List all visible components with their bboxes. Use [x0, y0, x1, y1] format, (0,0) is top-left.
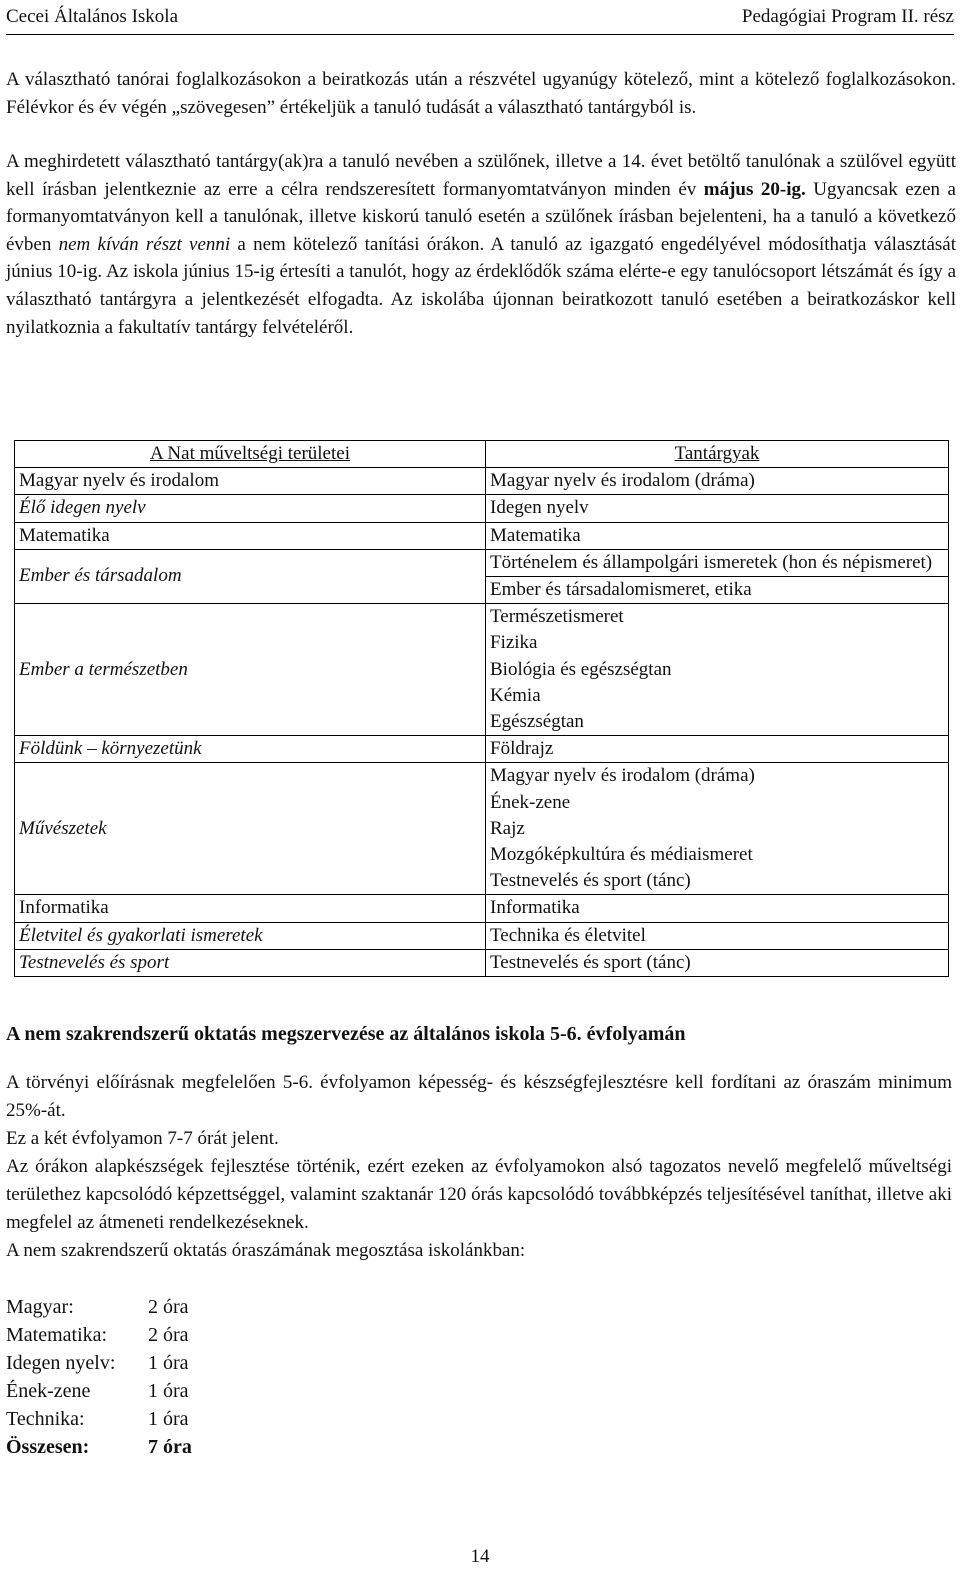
list-item [6, 1321, 306, 1349]
document-title: Pedagógiai Program II. rész [741, 6, 954, 27]
subject-item: Kémia [490, 684, 541, 706]
hours-value: 1 óra [148, 1380, 189, 1402]
hours-value: 2 óra [148, 1324, 189, 1346]
subjects-cell: Ember és társadalomismeret, etika [486, 577, 949, 604]
registration-text-e: a nem kötelező tanítási órákon. A tanuló az igazgató engedélyével módosíthatja választását június 10-ig. Az iskola június 15-ig értesíti a tanulót, hogy az érdeklődők száma elérte-e egy tanulócsoport létszámát és így a választható tantárgyra a jelentkezését elfogadta. Az iskolába újonnan beiratkozott tanuló esetében a beiratkozáskor kell nyilatkoznia a fakultatív tantárgy felvételéről. [6, 233, 956, 338]
body-line: A törvényi előírásnak megfelelően 5-6. évfolyamon képesség- és készségfejlesztésre kell fordítani az óraszám minimum 25%-át. [6, 1072, 952, 1121]
paragraph-registration [6, 148, 956, 341]
subjects-cell: Magyar nyelv és irodalom (dráma) [486, 468, 949, 495]
table-header-areas: A Nat műveltségi területei [15, 441, 486, 468]
area-cell: Magyar nyelv és irodalom [15, 468, 486, 495]
subject-item: Fizika [490, 632, 538, 654]
subject-item: Rajz [490, 817, 525, 839]
list-item [6, 1293, 306, 1321]
table-row [15, 763, 949, 895]
hours-value: 1 óra [148, 1408, 189, 1430]
area-cell: Élő idegen nyelv [15, 495, 486, 522]
list-item [6, 1349, 306, 1377]
subjects-cell: Földrajz [486, 736, 949, 763]
subjects-cell: Informatika [486, 895, 949, 922]
subject-item: Természetismeret [490, 606, 624, 628]
hours-label: Ének-zene [6, 1380, 91, 1402]
subjects-cell [486, 604, 949, 736]
hours-label: Magyar: [6, 1296, 74, 1318]
hours-label: Matematika: [6, 1324, 108, 1346]
subjects-cell: Testnevelés és sport (tánc) [486, 949, 949, 976]
subject-item: Mozgóképkultúra és médiaismeret [490, 844, 753, 866]
area-cell: Földünk – környezetünk [15, 736, 486, 763]
registration-deadline: május 20-ig. [703, 178, 806, 200]
area-cell: Matematika [15, 522, 486, 549]
subject-item: Egészségtan [490, 711, 584, 733]
table-row [15, 949, 949, 976]
subject-item: Ének-zene [490, 791, 571, 813]
list-item [6, 1405, 306, 1433]
page-number: 14 [470, 1546, 490, 1567]
table-row [15, 468, 949, 495]
subject-item: Biológia és egészségtan [490, 658, 672, 680]
curriculum-table [14, 440, 949, 977]
hours-label: Idegen nyelv: [6, 1352, 116, 1374]
hours-list [6, 1293, 306, 1461]
area-cell: Informatika [15, 895, 486, 922]
registration-optout: nem kíván részt venni [58, 233, 231, 255]
table-header-row [15, 441, 949, 468]
registration-text-a: A meghirdetett választható tantárgy(ak)ra a tanuló nevében a szülőnek, illetve a 14. évet betöltő tanulónak a szülővel együtt kell írásban jelentkeznie az erre a célra rendszeresített formanyomtatványon minden év [6, 151, 956, 200]
section-heading: A nem szakrendszerű oktatás megszervezése az általános iskola 5-6. évfolyamán [6, 1023, 686, 1045]
paragraph-elective-attendance: A választható tanórai foglalkozásokon a beiratkozás után a részvétel ugyanúgy kötelező, mint a kötelező foglalkozásokon. Félévkor és év végén „szövegesen” értékeljük a tanuló tudását a választható tantárgyból is. [6, 69, 956, 118]
table-row [15, 922, 949, 949]
subjects-cell [486, 763, 949, 895]
subjects-cell: Idegen nyelv [486, 495, 949, 522]
table-row [15, 895, 949, 922]
hours-total [6, 1433, 306, 1461]
hours-value: 7 óra [148, 1436, 192, 1458]
subjects-cell: Technika és életvitel [486, 922, 949, 949]
registration-text-c: Ugyancsak ezen a formanyomtatványon kell a tanulónak, illetve kiskorú tanuló esetén a szülőnek írásban bejelenteni, ha a tanuló a következő évben [6, 178, 956, 255]
table-row [15, 495, 949, 522]
subjects-cell: Történelem és állampolgári ismeretek (hon és népismeret) [486, 549, 949, 576]
table-row [15, 604, 949, 736]
hours-label: Technika: [6, 1408, 85, 1430]
school-name: Cecei Általános Iskola [6, 6, 179, 27]
section-body [6, 1069, 952, 1265]
area-cell: Életvitel és gyakorlati ismeretek [15, 922, 486, 949]
table-row [15, 736, 949, 763]
body-line: Ez a két évfolyamon 7-7 órát jelent. [6, 1128, 279, 1149]
body-line: Az órákon alapkészségek fejlesztése történik, ezért ezeken az évfolyamokon alsó tagozatos nevelő megfelelő műveltségi területhez kapcsolódó képzettséggel, valamint szaktanár 120 órás kapcsolódó továbbképzés teljesítésével taníthat, illetve aki megfelel az átmeneti rendelkezéseknek. [6, 1156, 952, 1233]
hours-value: 1 óra [148, 1352, 189, 1374]
table-header-subjects: Tantárgyak [486, 441, 949, 468]
subject-item: Magyar nyelv és irodalom (dráma) [490, 765, 755, 787]
list-item [6, 1377, 306, 1405]
subjects-cell: Matematika [486, 522, 949, 549]
page-header [6, 0, 954, 35]
subject-item: Testnevelés és sport (tánc) [490, 870, 691, 892]
table-row [15, 549, 949, 576]
area-cell: Ember a természetben [15, 604, 486, 736]
hours-value: 2 óra [148, 1296, 189, 1318]
area-cell: Testnevelés és sport [15, 949, 486, 976]
body-line: A nem szakrendszerű oktatás óraszámának megosztása iskolánkban: [6, 1240, 526, 1261]
hours-label: Összesen: [6, 1436, 90, 1458]
table-row [15, 522, 949, 549]
area-cell: Ember és társadalom [15, 549, 486, 603]
area-cell: Művészetek [15, 763, 486, 895]
